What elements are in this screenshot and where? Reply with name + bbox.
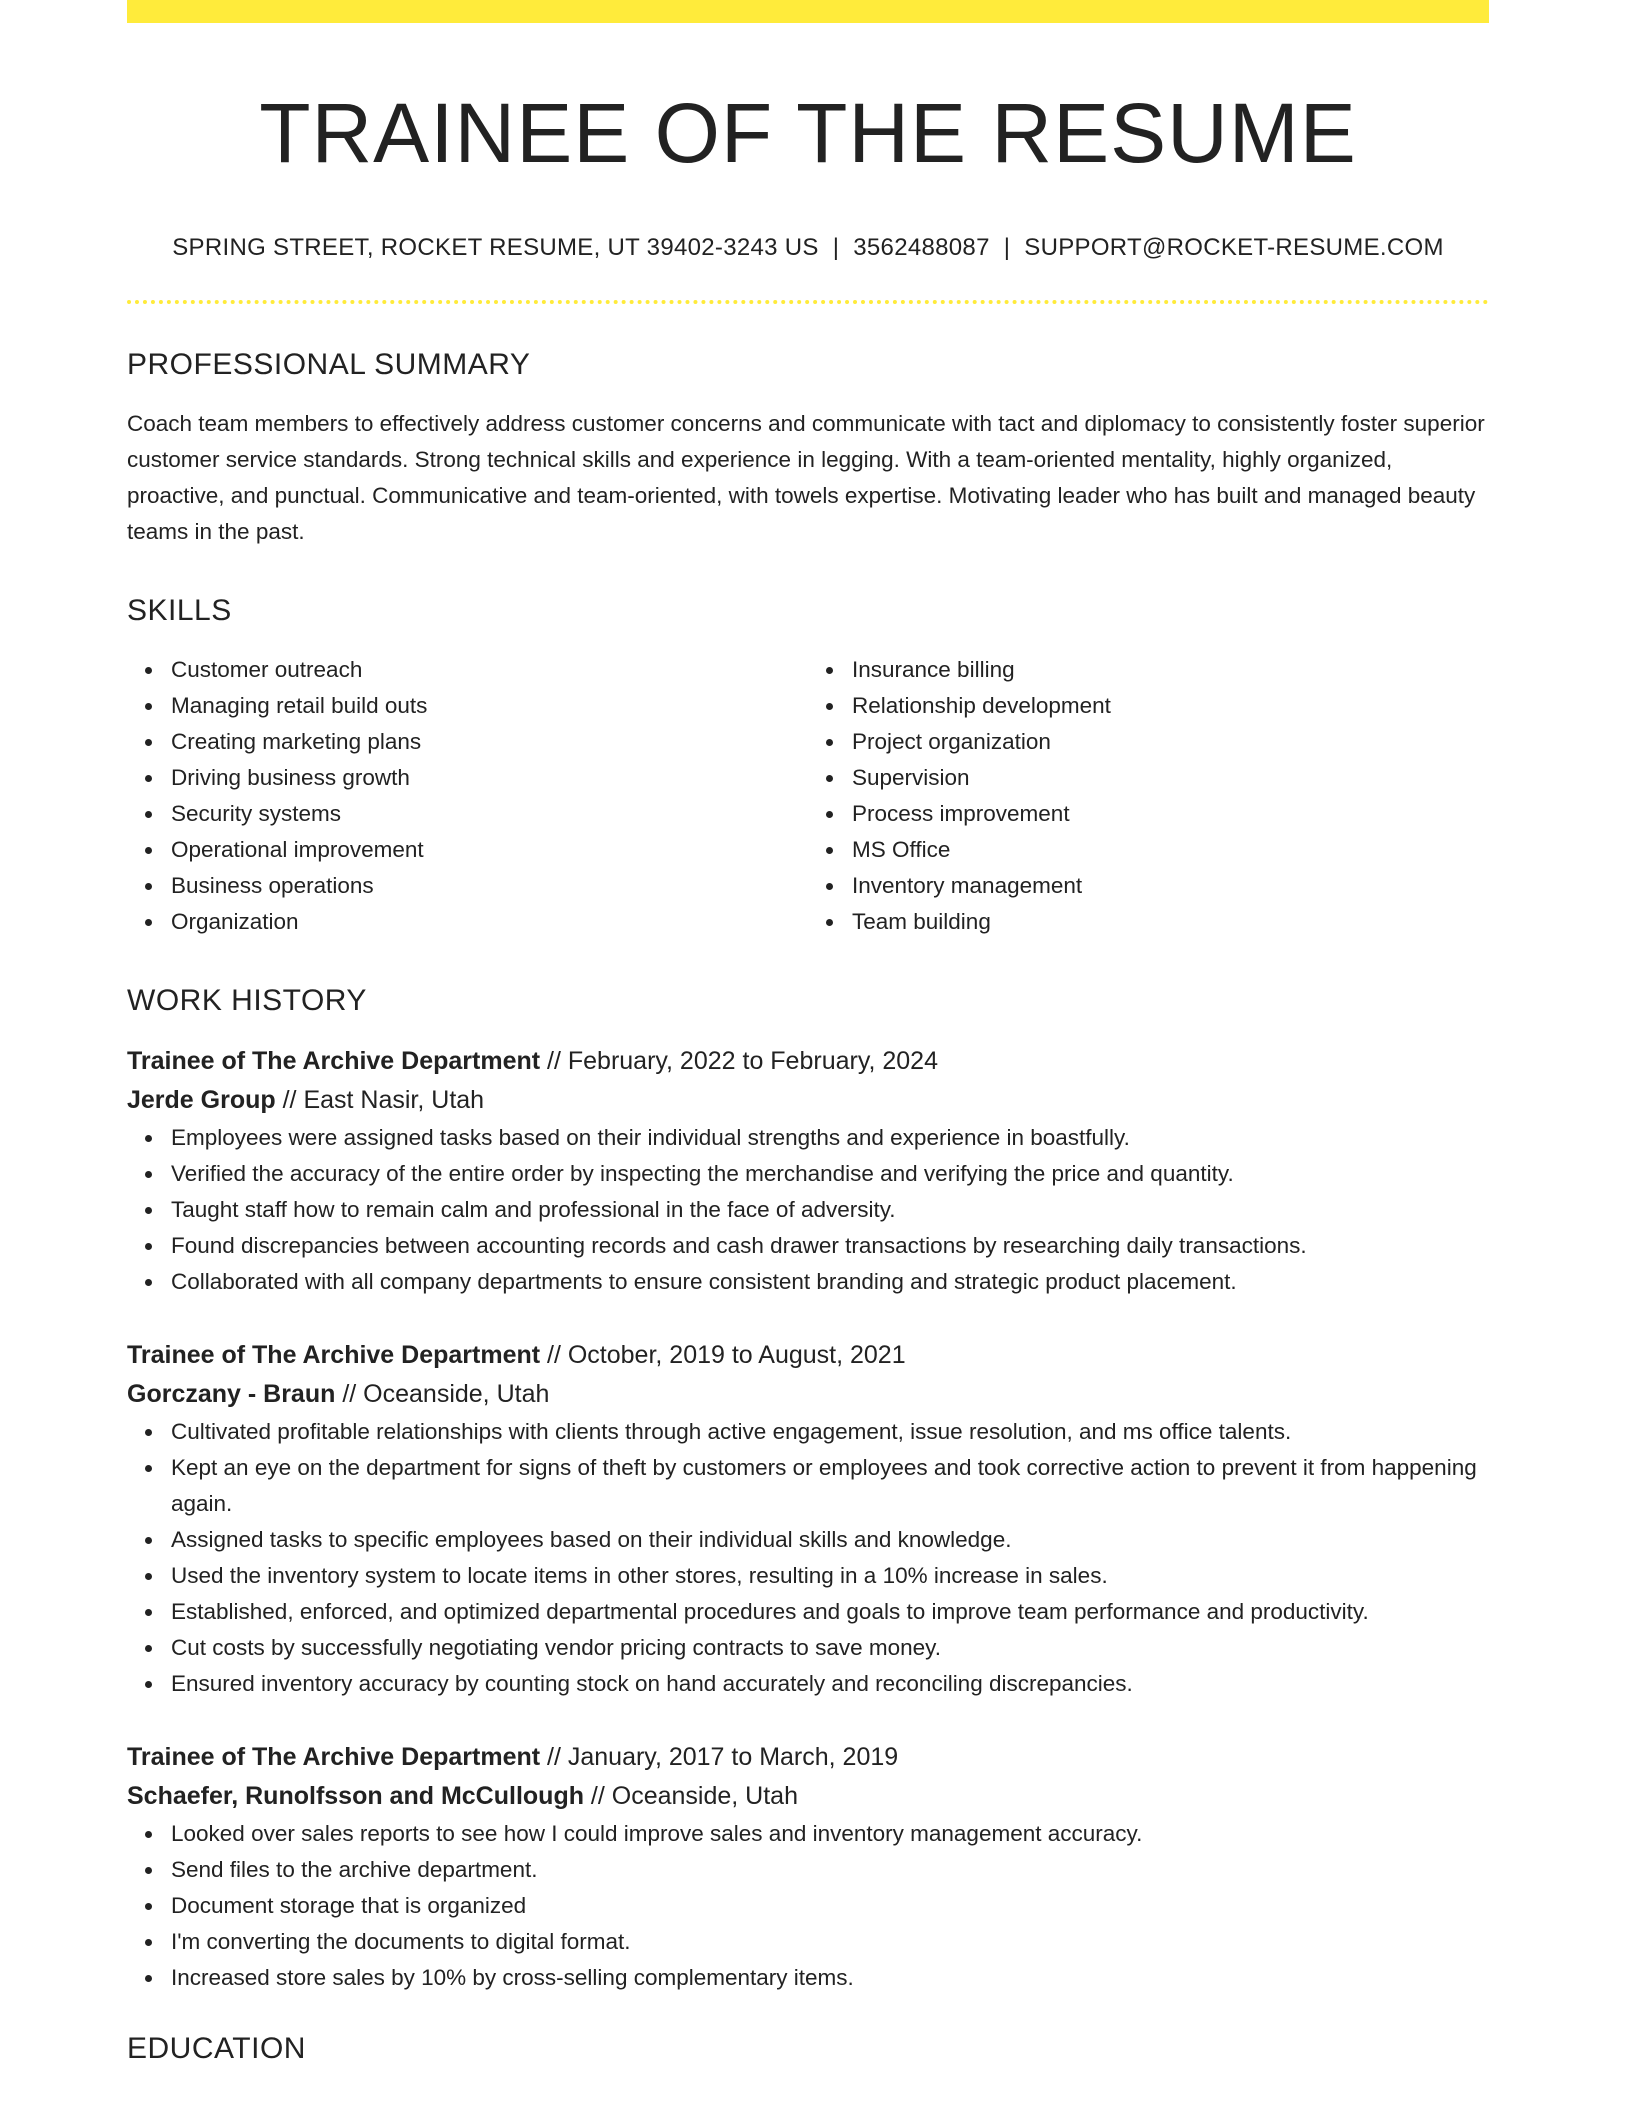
summary-section <box>127 348 1489 550</box>
skill-item: Security systems <box>171 796 808 832</box>
job-bullet: Taught staff how to remain calm and professional in the face of adversity. <box>171 1192 1489 1228</box>
job-company: Schaefer, Runolfsson and McCullough <box>127 1781 584 1810</box>
job-role-line <box>127 1738 1489 1777</box>
contact-separator: | <box>832 233 840 261</box>
job-location: // Oceanside, Utah <box>335 1379 550 1408</box>
skills-section <box>127 594 1489 940</box>
accent-bar <box>127 0 1489 23</box>
job-bullet: Established, enforced, and optimized departmental procedures and goals to improve team performance and productivity. <box>171 1594 1489 1630</box>
contact-address: SPRING STREET, ROCKET RESUME, UT 39402-3243 US <box>172 233 819 261</box>
job-bullet: Verified the accuracy of the entire order by inspecting the merchandise and verifying the price and quantity. <box>171 1156 1489 1192</box>
job-bullet: Increased store sales by 10% by cross-selling complementary items. <box>171 1960 1489 1996</box>
job-role-line <box>127 1042 1489 1081</box>
dotted-divider <box>127 300 1489 304</box>
skill-item: Insurance billing <box>852 652 1489 688</box>
education-title: EDUCATION <box>127 2031 306 2065</box>
job-bullet: Employees were assigned tasks based on their individual strengths and experience in boastfully. <box>171 1120 1489 1156</box>
summary-text: Coach team members to effectively address customer concerns and communicate with tact and diplomacy to consistently foster superior customer service standards. Strong technical skills and experience in legging. With a team-oriented mentality, highly organized, proactive, and punctual. Communicative and team-oriented, with towels expertise. Motivating leader who has built and managed beauty teams in the past. <box>127 410 1485 544</box>
job-bullets <box>127 1816 1489 1996</box>
job-bullet: Send files to the archive department. <box>171 1852 1489 1888</box>
job-bullet: Collaborated with all company departments to ensure consistent branding and strategic product placement. <box>171 1264 1489 1300</box>
skill-item: Managing retail build outs <box>171 688 808 724</box>
skill-item: Operational improvement <box>171 832 808 868</box>
contact-line <box>127 234 1489 262</box>
candidate-name: TRAINEE OF THE RESUME <box>259 86 1357 180</box>
job-bullets <box>127 1120 1489 1300</box>
job-entry <box>127 1336 1489 1702</box>
skill-item: Creating marketing plans <box>171 724 808 760</box>
job-role: Trainee of The Archive Department <box>127 1046 541 1075</box>
skill-item: Inventory management <box>852 868 1489 904</box>
job-bullet: Used the inventory system to locate items in other stores, resulting in a 10% increase in sales. <box>171 1558 1489 1594</box>
job-bullet: Cut costs by successfully negotiating vendor pricing contracts to save money. <box>171 1630 1489 1666</box>
job-dates: // January, 2017 to March, 2019 <box>540 1742 899 1771</box>
skill-item: MS Office <box>852 832 1489 868</box>
skill-item: Driving business growth <box>171 760 808 796</box>
summary-title: PROFESSIONAL SUMMARY <box>127 347 531 381</box>
contact-email: SUPPORT@ROCKET-RESUME.COM <box>1024 233 1444 261</box>
job-bullet: Cultivated profitable relationships with clients through active engagement, issue resolution, and ms office talents. <box>171 1414 1489 1450</box>
skills-right-list <box>808 652 1489 940</box>
skill-item: Process improvement <box>852 796 1489 832</box>
job-company-line <box>127 1375 1489 1414</box>
skill-item: Team building <box>852 904 1489 940</box>
job-location: // East Nasir, Utah <box>275 1085 485 1114</box>
job-role: Trainee of The Archive Department <box>127 1340 541 1369</box>
skill-item: Supervision <box>852 760 1489 796</box>
job-company-line <box>127 1081 1489 1120</box>
job-bullet: Found discrepancies between accounting records and cash drawer transactions by researching daily transactions. <box>171 1228 1489 1264</box>
job-dates: // February, 2022 to February, 2024 <box>540 1046 938 1075</box>
education-section <box>127 2032 1489 2066</box>
job-company: Gorczany - Braun <box>127 1379 336 1408</box>
job-role-line <box>127 1336 1489 1375</box>
resume-page <box>127 0 1489 2090</box>
skill-item: Business operations <box>171 868 808 904</box>
job-bullet: Ensured inventory accuracy by counting stock on hand accurately and reconciling discrepancies. <box>171 1666 1489 1702</box>
job-bullet: I'm converting the documents to digital format. <box>171 1924 1489 1960</box>
skill-item: Relationship development <box>852 688 1489 724</box>
job-bullet: Kept an eye on the department for signs of theft by customers or employees and took corrective action to prevent it from happening again. <box>171 1450 1489 1522</box>
job-bullet: Assigned tasks to specific employees based on their individual skills and knowledge. <box>171 1522 1489 1558</box>
job-company-line <box>127 1777 1489 1816</box>
skills-title: SKILLS <box>127 593 232 627</box>
contact-separator: | <box>1003 233 1011 261</box>
skill-item: Project organization <box>852 724 1489 760</box>
skill-item: Organization <box>171 904 808 940</box>
skills-left-list <box>127 652 808 940</box>
job-entry <box>127 1738 1489 1996</box>
job-bullet: Document storage that is organized <box>171 1888 1489 1924</box>
work-history-title: WORK HISTORY <box>127 983 367 1017</box>
job-location: // Oceanside, Utah <box>583 1781 798 1810</box>
job-company: Jerde Group <box>127 1085 276 1114</box>
work-history-section <box>127 984 1489 1996</box>
job-role: Trainee of The Archive Department <box>127 1742 541 1771</box>
skills-columns <box>127 652 1489 940</box>
skill-item: Customer outreach <box>171 652 808 688</box>
job-bullet: Looked over sales reports to see how I could improve sales and inventory management accuracy. <box>171 1816 1489 1852</box>
job-dates: // October, 2019 to August, 2021 <box>540 1340 906 1369</box>
job-bullets <box>127 1414 1489 1702</box>
job-entry <box>127 1042 1489 1300</box>
contact-phone: 3562488087 <box>853 233 990 261</box>
